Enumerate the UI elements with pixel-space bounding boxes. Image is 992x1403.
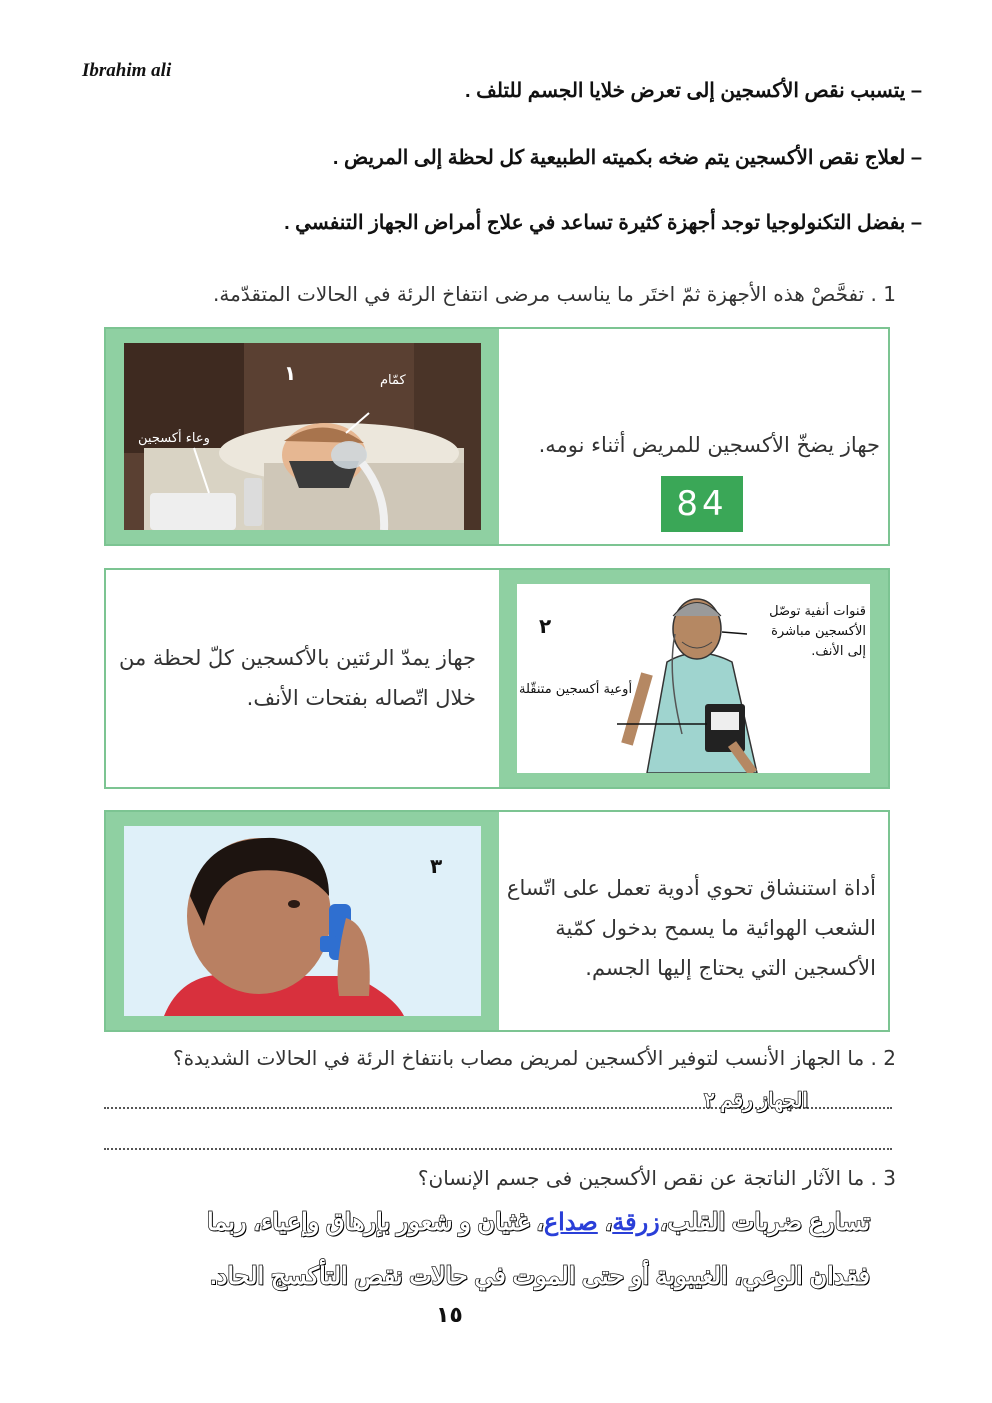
answer-3-separator: ، <box>597 1209 613 1236</box>
answer-3-line-1 <box>207 1208 870 1237</box>
device-1-image-frame <box>106 329 499 544</box>
device-2-description-line-1: جهاز يمدّ الرئتين بالأكسجين كلّ لحظة من <box>119 646 476 670</box>
bullet-2: – لعلاج نقص الأكسجين يتم ضخه بكميته الطبيعية كل لحظة إلى المريض . <box>332 147 922 169</box>
device-panel-3 <box>104 810 890 1032</box>
device-3-description-line-2: الشعب الهوائية ما يسمح بدخول كمّية <box>555 916 876 940</box>
label-nasal-tubes-line-3: إلى الأنف. <box>811 644 866 659</box>
device-2-description-line-2: خلال اتّصاله بفتحات الأنف. <box>246 686 476 710</box>
device-number-3: ٣ <box>430 854 443 878</box>
portable-oxygen-illustration <box>517 584 870 773</box>
answer-3-part-start: تسارع ضربات القلب، <box>659 1209 870 1236</box>
label-nasal-tubes-line-2: الأكسجين مباشرة <box>771 624 866 639</box>
label-nasal-tubes <box>769 602 866 662</box>
device-number-1: ١ <box>284 361 297 385</box>
inhaler-illustration <box>124 826 481 1016</box>
device-number-2: ٢ <box>539 614 552 638</box>
label-oxygen-container: وعاء أكسجين <box>138 431 210 446</box>
answer-3-line-2: فقدان الوعي، الغيبوبة أو حتى الموت في حالات نقص التأكسج الحاد. <box>210 1263 870 1290</box>
page-badge: 84 <box>661 476 743 532</box>
link-headache[interactable]: صداع <box>543 1209 598 1236</box>
author-name: Ibrahim ali <box>82 60 172 81</box>
answer-line-2b <box>104 1148 892 1150</box>
device-1-description: جهاز يضخّ الأكسجين للمريض أثناء نومه. <box>538 433 880 457</box>
label-portable-containers: أوعية أكسجين متنقّلة <box>519 682 633 697</box>
answer-3-part-end: ، غثيان و شعور بإرهاق وإعياء، ربما <box>207 1209 544 1236</box>
question-2: 2 . ما الجهاز الأنسب لتوفير الأكسجين لمريض مصاب بانتفاخ الرئة في الحالات الشديدة؟ <box>172 1046 896 1070</box>
page-number: ١٥ <box>436 1303 463 1328</box>
link-cyanosis[interactable]: زرقة <box>612 1209 660 1236</box>
device-panel-2 <box>104 568 890 789</box>
bullet-1: – يتسبب نقص الأكسجين إلى تعرض خلايا الجسم للتلف . <box>465 80 922 102</box>
question-1: 1 . تفحَّصْ هذه الأجهزة ثمّ اختَر ما يناسب مرضى انتفاخ الرئة في الحالات المتقدّمة. <box>213 282 896 306</box>
question-3: 3 . ما الآثار الناتجة عن نقص الأكسجين فى جسم الإنسان؟ <box>417 1166 896 1190</box>
device-3-description-line-1: أداة استنشاق تحوي أدوية تعمل على اتّساع <box>506 876 876 900</box>
device-3-description-line-3: الأكسجين التي يحتاج إليها الجسم. <box>585 956 876 980</box>
device-3-image-frame <box>106 812 499 1030</box>
label-nasal-tubes-line-1: قنوات أنفية توصّل <box>769 604 866 619</box>
bullet-3: – بفضل التكنولوجيا توجد أجهزة كثيرة تساعد في علاج أمراض الجهاز التنفسي . <box>284 212 922 234</box>
device-2-description <box>119 638 476 718</box>
label-mask: كمّام <box>380 373 406 388</box>
device-panel-1 <box>104 327 890 546</box>
cpap-illustration <box>124 343 481 530</box>
device-3-description <box>507 868 876 988</box>
device-2-image-frame <box>499 570 888 787</box>
answer-2: الجهاز رقم ٢ <box>704 1090 808 1112</box>
